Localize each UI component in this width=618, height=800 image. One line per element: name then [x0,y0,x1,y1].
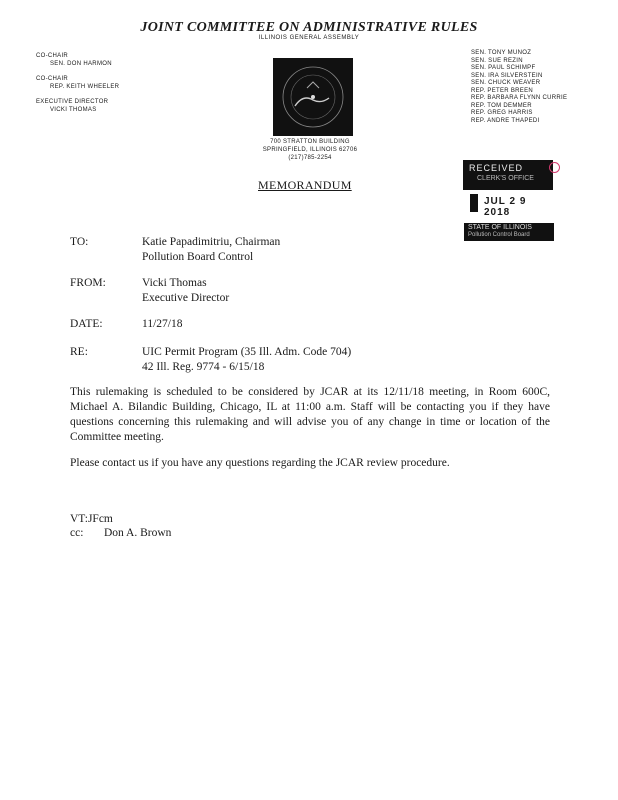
officer-role: CO-CHAIR [36,53,69,59]
state-seal [273,58,353,136]
re-line: UIC Permit Program (35 Ill. Adm. Code 704) [142,346,352,358]
date-label: DATE: [70,318,103,330]
stamp-board-text: Pollution Control Board [468,232,530,238]
member-name: SEN. SUE REZIN [471,57,523,64]
to-label: TO: [70,236,89,248]
stamp-state-text: STATE OF ILLINOIS [468,224,532,231]
member-name: SEN. IRA SILVERSTEIN [471,72,543,79]
body-paragraph: Please contact us if you have any questions regarding the JCAR review procedure. [70,457,450,469]
from-line: Executive Director [142,292,230,304]
assembly-subtitle: ILLINOIS GENERAL ASSEMBLY [258,35,360,41]
member-name: SEN. CHUCK WEAVER [471,80,541,86]
to-line: Pollution Board Control [142,251,254,263]
from-line: Vicki Thomas [142,277,207,289]
to-line: Katie Papadimitriu, Chairman [142,236,281,248]
stamp-date-text: JUL 2 9 2018 [484,196,527,218]
cc-label: cc: [70,527,84,539]
member-name: REP. GREG HARRIS [471,110,533,116]
date-stamp [470,194,554,218]
officers-list [36,52,119,121]
to-recipient [142,235,280,265]
seal-emblem-icon [273,58,353,136]
officer-role: CO-CHAIR [36,76,69,82]
committee-address [250,138,370,162]
re-line: 42 Ill. Reg. 9774 - 6/15/18 [142,361,265,373]
committee-title: JOINT COMMITTEE ON ADMINISTRATIVE RULES [140,20,478,35]
officer-role: EXECUTIVE DIRECTOR [36,99,109,105]
member-name: SEN. PAUL SCHIMPF [471,65,536,71]
stamp-received-text: RECEIVED [469,163,524,173]
stamp-clerk-text: CLERK'S OFFICE [477,175,534,182]
member-name: REP. BARBARA FLYNN CURRIE [471,95,568,101]
member-name: REP. PETER BREEN [471,87,534,94]
member-name: REP. TOM DEMMER [471,102,532,109]
member-name: REP. ANDRE THAPEDI [471,117,540,124]
initials: VT:JFcm [70,513,113,525]
body-paragraph: This rulemaking is scheduled to be considered by JCAR at its 12/11/18 meeting, in Room 600C, Michael A. Bilandic Building, Chicago, IL at 11:00 a.m. Staff will be contacting you if they have questions concerning this rulemaking and will advise you of any change in time or location of the Committee meeting. [70,386,550,443]
from-label: FROM: [70,277,106,289]
officer-name: SEN. DON HARMON [50,61,112,67]
received-stamp [463,160,553,190]
date-value: 11/27/18 [142,318,183,330]
memo-heading: MEMORANDUM [258,178,352,192]
address-line: SPRINGFIELD, ILLINOIS 62706 [262,147,358,153]
officer-name: REP. KEITH WHEELER [50,84,120,90]
address-line: 700 STRATTON BUILDING [270,139,350,145]
stamp-mark-icon [549,162,560,173]
from-sender [142,276,229,306]
cc-name: Don A. Brown [104,527,172,539]
officer-name: VICKI THOMAS [50,107,97,113]
address-line: (217)785-2254 [288,155,332,161]
members-list [471,50,567,125]
re-subject [142,345,351,375]
re-label: RE: [70,346,88,358]
member-name: SEN. TONY MUNOZ [471,50,532,56]
state-stamp [464,223,554,241]
